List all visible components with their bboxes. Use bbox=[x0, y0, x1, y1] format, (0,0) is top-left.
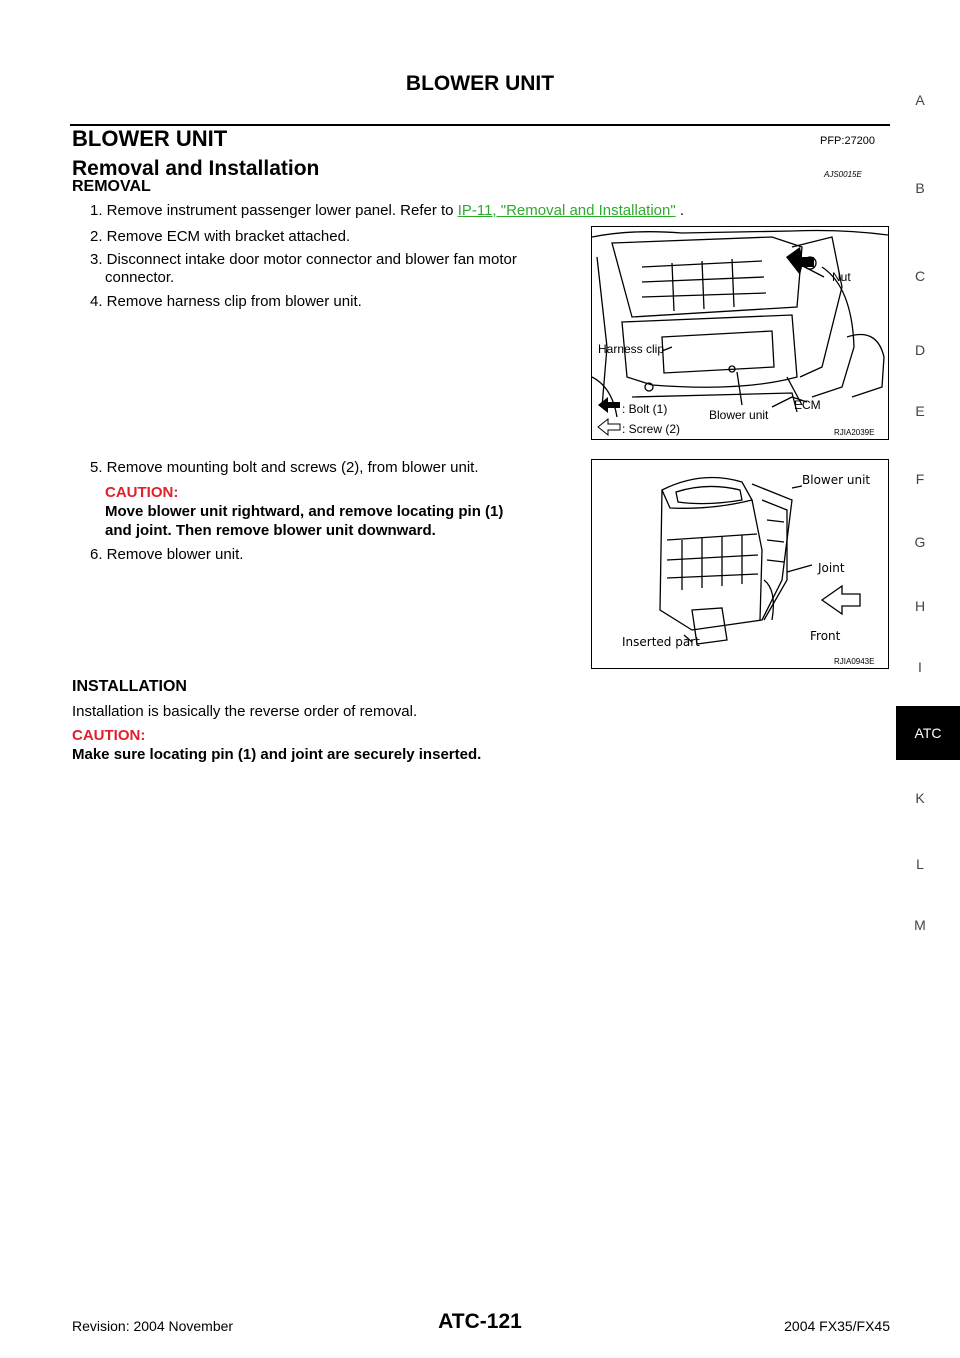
figure-blower-location bbox=[591, 226, 889, 440]
installation-text: Installation is basically the reverse order of removal. bbox=[72, 703, 418, 720]
caution-installation-text: Make sure locating pin (1) and joint are securely inserted. bbox=[72, 746, 482, 763]
page-header-title: BLOWER UNIT bbox=[405, 72, 555, 95]
fig1-label-harness-clip: Harness clip bbox=[598, 342, 665, 356]
fig1-label-ecm: ECM bbox=[794, 398, 821, 412]
step-5: 5. Remove mounting bolt and screws (2), from blower unit. bbox=[90, 459, 479, 476]
pfp-code: PFP:27200 bbox=[820, 135, 876, 147]
footer-model: 2004 FX35/FX45 bbox=[784, 1318, 890, 1334]
caution-label-installation: CAUTION: bbox=[72, 727, 146, 744]
footer-page-number: ATC-121 bbox=[438, 1310, 522, 1333]
fig1-label-nut: Nut bbox=[832, 270, 851, 284]
footer-revision: Revision: 2004 November bbox=[72, 1318, 234, 1334]
side-index-c[interactable]: C bbox=[914, 268, 926, 284]
step-3-line-1: 3. Disconnect intake door motor connector and blower fan motor bbox=[90, 251, 517, 268]
fig1-label-bolt: : Bolt (1) bbox=[622, 402, 668, 416]
step-1-text: 1. Remove instrument passenger lower panel. Refer to bbox=[90, 202, 458, 219]
step-3-line-2: connector. bbox=[105, 269, 175, 286]
step-1 bbox=[90, 202, 684, 220]
installation-heading: INSTALLATION bbox=[72, 678, 187, 695]
caution-removal-line-1: Move blower unit rightward, and remove locating pin (1) bbox=[105, 503, 504, 520]
caution-removal-line-2: and joint. Then remove blower unit downward. bbox=[105, 522, 436, 539]
section-title: BLOWER UNIT bbox=[72, 126, 228, 151]
subsection-title: Removal and Installation bbox=[72, 157, 320, 180]
side-index-a[interactable]: A bbox=[915, 92, 925, 108]
step-4: 4. Remove harness clip from blower unit. bbox=[90, 293, 362, 310]
fig2-label-front: Front bbox=[810, 629, 841, 643]
subsection-code: AJS0015E bbox=[824, 170, 862, 179]
removal-heading: REMOVAL bbox=[72, 178, 151, 195]
side-index-e[interactable]: E bbox=[915, 403, 925, 419]
side-index-i[interactable]: I bbox=[918, 659, 922, 675]
fig2-id: RJIA0943E bbox=[834, 657, 875, 666]
side-index-f[interactable]: F bbox=[915, 471, 925, 487]
blower-location-illustration bbox=[592, 227, 888, 439]
side-index-h[interactable]: H bbox=[914, 598, 926, 614]
step-6: 6. Remove blower unit. bbox=[90, 546, 244, 563]
ip-11-link[interactable]: IP-11, "Removal and Installation" bbox=[457, 202, 676, 219]
fig2-label-inserted-part: Inserted part bbox=[622, 635, 700, 649]
side-index-d[interactable]: D bbox=[914, 342, 926, 358]
fig1-label-blower-unit: Blower unit bbox=[709, 408, 769, 422]
step-2: 2. Remove ECM with bracket attached. bbox=[90, 228, 351, 245]
side-index-l[interactable]: L bbox=[916, 856, 924, 872]
side-index-k[interactable]: K bbox=[915, 790, 925, 806]
fig1-label-screw: : Screw (2) bbox=[622, 422, 681, 436]
fig2-label-joint: Joint bbox=[818, 561, 845, 575]
fig1-id: RJIA2039E bbox=[834, 428, 875, 437]
caution-label-removal: CAUTION: bbox=[105, 484, 179, 501]
blower-unit-illustration bbox=[592, 460, 888, 668]
side-index-atc[interactable]: ATC bbox=[896, 706, 960, 760]
side-index-g[interactable]: G bbox=[914, 534, 926, 550]
figure-blower-unit bbox=[591, 459, 889, 669]
fig2-label-blower-unit: Blower unit bbox=[802, 473, 871, 487]
side-index-b[interactable]: B bbox=[915, 180, 925, 196]
side-index-m[interactable]: M bbox=[914, 917, 926, 933]
step-1-after: . bbox=[675, 202, 685, 219]
